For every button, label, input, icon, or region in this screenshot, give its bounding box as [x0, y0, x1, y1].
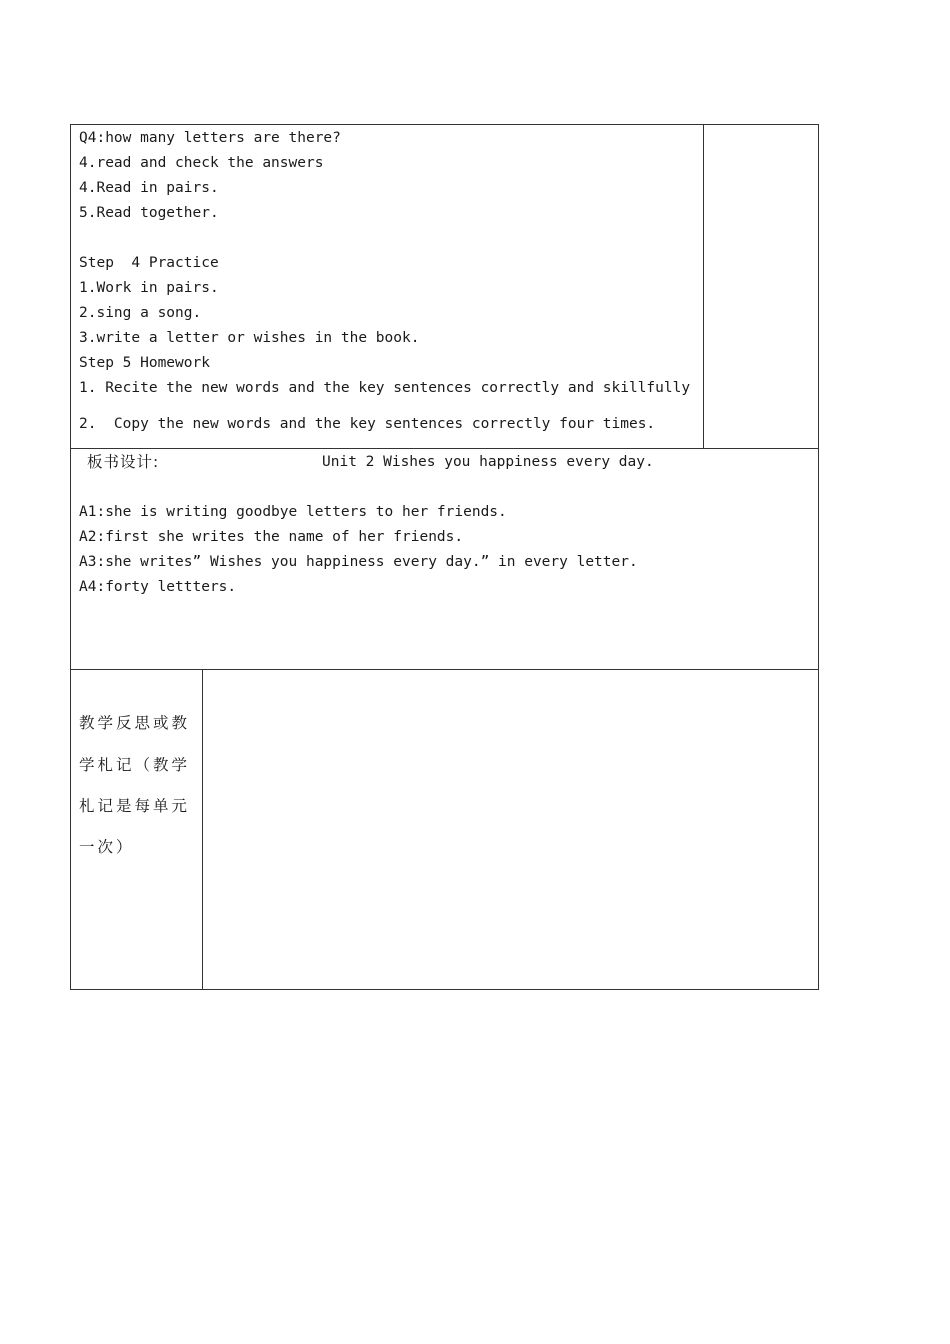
steps-cell — [79, 129, 699, 444]
reflection-label-line: 札记是每单元 — [79, 797, 191, 815]
step-line: 2.sing a song. — [79, 305, 202, 321]
reflection-label-cell — [79, 714, 199, 874]
step-line: Step 4 Practice — [79, 255, 219, 271]
step-line: 4.Read in pairs. — [79, 180, 219, 196]
reflection-label-line: 学札记（教学 — [79, 756, 191, 774]
step-line: 5.Read together. — [79, 205, 219, 221]
right-column-divider — [703, 124, 704, 448]
step-line: 2. Copy the new words and the key sentences correctly four times. — [79, 416, 656, 432]
step-line: 4.read and check the answers — [79, 155, 324, 171]
board-label: 板书设计: — [87, 453, 160, 471]
step-line: Q4:how many letters are there? — [79, 130, 341, 146]
board-line: A3:she writes” Wishes you happiness every day.” in every letter. — [79, 554, 638, 570]
reflection-label-line: 一次） — [79, 838, 135, 856]
reflection-label-line: 教学反思或教 — [79, 714, 191, 732]
board-line: A2:first she writes the name of her friends. — [79, 529, 464, 545]
board-line: A4:forty lettters. — [79, 579, 237, 595]
reflection-content-cell — [203, 670, 818, 989]
board-line: A1:she is writing goodbye letters to her friends. — [79, 504, 507, 520]
board-title: Unit 2 Wishes you happiness every day. — [322, 454, 654, 470]
board-cell — [79, 453, 814, 663]
step-line: 1. Recite the new words and the key sentences correctly and skillfully — [79, 380, 691, 396]
step-line: 3.write a letter or wishes in the book. — [79, 330, 420, 346]
step-line: Step 5 Homework — [79, 355, 210, 371]
row-divider-1 — [70, 448, 819, 449]
step-line: 1.Work in pairs. — [79, 280, 219, 296]
